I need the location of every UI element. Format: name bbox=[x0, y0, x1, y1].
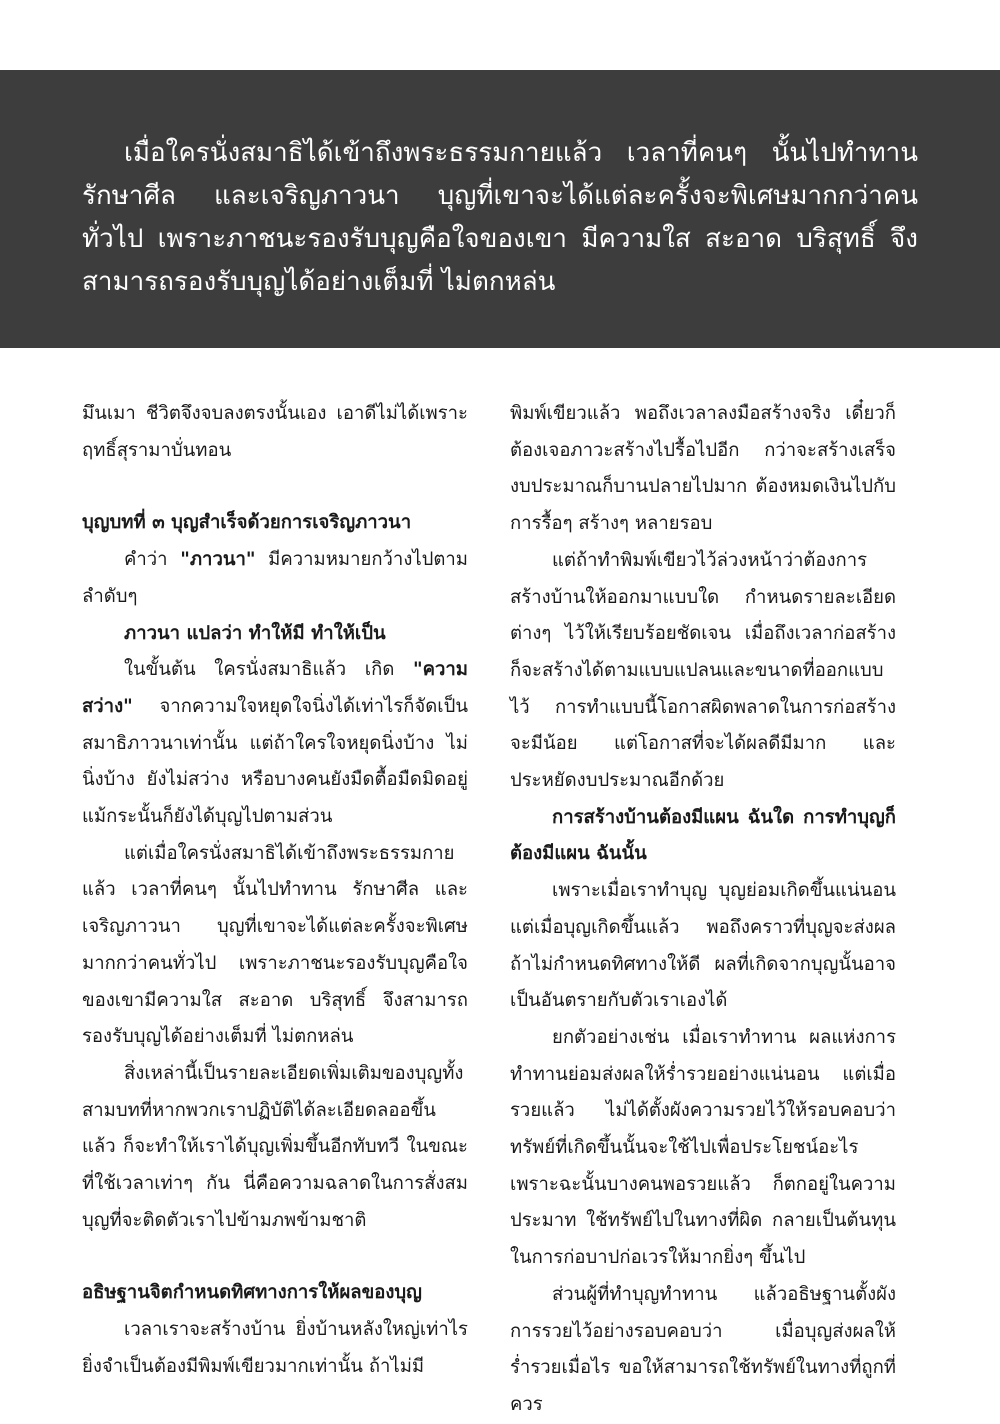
section-gap bbox=[82, 1239, 468, 1275]
paragraph-blueprint-continued: พิมพ์เขียวแล้ว พอถึงเวลาลงมือสร้างจริง เดี๋ยวก็ต้องเจอภาวะสร้างไปรื้อไปอีก กว่าจะสร้างเสร็จ งบประมาณก็บานปลายไปมาก ต้องหมดเงินไปกับการรื้อๆ สร้างๆ หลายรอบ bbox=[510, 403, 896, 535]
paragraph-dhammakaya: แต่เมื่อใครนั่งสมาธิได้เข้าถึงพระธรรมกายแล้ว เวลาที่คนๆ นั้นไปทำทาน รักษาศีล และเจริญภาวนา บุญที่เขาจะได้แต่ละครั้งจะพิเศษมากกว่าคนทั่วไป เพราะภาชนะรองรับบุญคือใจของเขามีความใส สะอาด บริสุทธิ์ จึงสามารถรองรับบุญได้อย่างเต็มที่ ไม่ตกหล่น bbox=[82, 842, 468, 1048]
section-heading-merit-3: บุญบทที่ ๓ บุญสำเร็จด้วยการเจริญภาวนา bbox=[82, 512, 412, 534]
paragraph-merit-direction: เพราะเมื่อเราทำบุญ บุญย่อมเกิดขึ้นแน่นอน แต่เมื่อบุญเกิดขึ้นแล้ว พอถึงคราวที่บุญจะส่งผล ถ้าไม่กำหนดทิศทางให้ดี ผลที่เกิดจากบุญนั้นอาจเป็นอันตรายกับตัวเราเองได้ bbox=[510, 880, 896, 1012]
sub-heading-bhavana-meaning: ภาวนา แปลว่า ทำให้มี ทำให้เป็น bbox=[124, 622, 386, 644]
paragraph-brightness bbox=[82, 652, 468, 836]
right-column bbox=[510, 396, 896, 1424]
section-heading-aditthan: อธิษฐานจิตกำหนดทิศทางการให้ผลของบุญ bbox=[82, 1282, 422, 1304]
paragraph-bhavana-definition bbox=[82, 542, 468, 615]
paragraph-blueprint-plan: แต่ถ้าทำพิมพ์เขียวไว้ล่วงหน้าว่าต้องการสร้างบ้านให้ออกมาแบบใด กำหนดรายละเอียดต่างๆ ไว้ให้เรียบร้อยชัดเจน เมื่อถึงเวลาก่อสร้าง ก็จะสร้างได้ตามแบบแปลนและขนาดที่ออกแบบไว้ การทำแบบนี้โอกาสผิดพลาดในการก่อสร้างจะมีน้อย แต่โอกาสที่จะได้ผลดีมีมาก และประหยัดงบประมาณอีกด้วย bbox=[510, 549, 896, 792]
paragraph-continued: มึนเมา ชีวิตจึงจบลงตรงนั้นเอง เอาดีไม่ได้เพราะฤทธิ์สุรามาบั่นทอน bbox=[82, 403, 468, 461]
paragraph-wish: ส่วนผู้ที่ทำบุญทำทาน แล้วอธิษฐานตั้งผังการรวยไว้อย่างรอบคอบว่า เมื่อบุญส่งผลให้ร่ำรวยเมื่อไร ขอให้สามารถใช้ทรัพย์ในทางที่ถูกที่ควร bbox=[510, 1283, 896, 1415]
text-run: มีความหมายกว้างไปตามลำดับๆ bbox=[82, 549, 468, 607]
left-column bbox=[82, 396, 468, 1386]
quote-banner bbox=[0, 70, 1000, 348]
text-run: จากความใจหยุดใจนิ่งได้เท่าไรก็จัดเป็นสมาธิภาวนาเท่านั้น แต่ถ้าใครใจหยุดนิ่งบ้าง ไม่นิ่งบ้าง ยังไม่สว่าง หรือบางคนยังมืดตื้อมืดมิดอยู่ แม้กระนั้นก็ยังได้บุญไปตามส่วน bbox=[82, 695, 468, 828]
paragraph-details: สิ่งเหล่านี้เป็นรายละเอียดเพิ่มเติมของบุญทั้งสามบทที่หากพวกเราปฏิบัติได้ละเอียดลออขึ้นแล้ว ก็จะทำให้เราได้บุญเพิ่มขึ้นอีกทับทวี ในขณะที่ใช้เวลาเท่าๆ กัน นี่คือความฉลาดในการสั่งสมบุญที่จะติดตัวเราไปข้ามภพข้ามชาติ bbox=[82, 1062, 468, 1231]
banner-quote-text: เมื่อใครนั่งสมาธิได้เข้าถึงพระธรรมกายแล้ว เวลาที่คนๆ นั้นไปทำทาน รักษาศีล และเจริญภาวนา บุญที่เขาจะได้แต่ละครั้งจะพิเศษมากกว่าคนทั่วไป เพราะภาชนะรองรับบุญคือใจของเขา มีความใส สะอาด บริสุทธิ์ จึงสามารถรองรับบุญได้อย่างเต็มที่ ไม่ตกหล่น bbox=[82, 138, 918, 297]
text-run: ในขั้นต้น ใครนั่งสมาธิแล้ว เกิด bbox=[124, 659, 413, 681]
heading-plan: การสร้างบ้านต้องมีแผน ฉันใด การทำบุญก็ต้องมีแผน ฉันนั้น bbox=[510, 806, 896, 865]
bold-term-bhavana: "ภาวนา" bbox=[180, 549, 256, 571]
paragraph-example: ยกตัวอย่างเช่น เมื่อเราทำทาน ผลแห่งการทำทานย่อมส่งผลให้ร่ำรวยอย่างแน่นอน แต่เมื่อรวยแล้ว ไม่ได้ตั้งผังความรวยไว้ให้รอบคอบว่า ทรัพย์ที่เกิดขึ้นนั้นจะใช้ไปเพื่อประโยชน์อะไร เพราะฉะนั้นบางคนพอรวยแล้ว ก็ตกอยู่ในความประมาท ใช้ทรัพย์ไปในทางที่ผิด กลายเป็นต้นทุนในการก่อบาปก่อเวรให้มากยิ่งๆ ขึ้นไป bbox=[510, 1026, 896, 1269]
bold-term-brightness: "ความสว่าง" bbox=[82, 659, 468, 717]
paragraph-house: เวลาเราจะสร้างบ้าน ยิ่งบ้านหลังใหญ่เท่าไร ยิ่งจำเป็นต้องมีพิมพ์เขียวมากเท่านั้น ถ้าไม่มี bbox=[82, 1319, 468, 1377]
text-run: คำว่า bbox=[124, 549, 181, 571]
section-gap bbox=[82, 469, 468, 505]
